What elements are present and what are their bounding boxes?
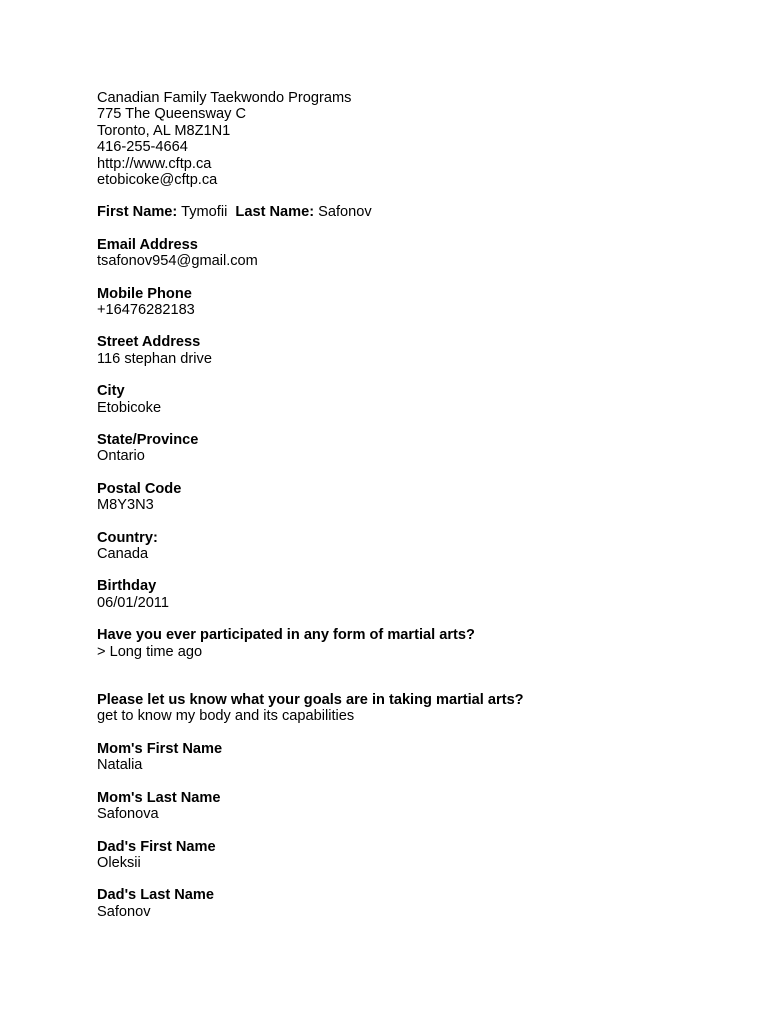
organization-name: Canadian Family Taekwondo Programs [97,90,352,106]
last-name-label: Last Name: [235,204,315,221]
organization-phone: 416-255-4664 [97,139,188,156]
name-row [97,204,717,220]
postal-label: Postal Code [97,480,182,497]
name-section [97,204,717,220]
street-section [97,334,717,367]
mom-last-name-section [97,790,717,823]
mom-last-name-label: Mom's Last Name [97,789,221,806]
dad-first-name-label: Dad's First Name [97,838,216,855]
dad-last-name-label: Dad's Last Name [97,887,215,904]
mobile-section [97,286,717,319]
last-name-value: Safonov [318,204,372,221]
mobile-value: +16476282183 [97,301,195,318]
birthday-value: 06/01/2011 [97,594,169,611]
mobile-label: Mobile Phone [97,285,192,302]
state-label: State/Province [97,432,199,448]
organization-header [97,90,717,188]
first-name-label: First Name: [97,204,178,221]
dad-last-name-value: Safonov [97,903,151,920]
email-label: Email Address [97,236,198,253]
dad-first-name-value: Oleksii [97,854,141,871]
postal-section [97,481,717,514]
mom-first-name-label: Mom's First Name [97,740,223,757]
email-section [97,237,717,270]
first-name-value: Tymofii [181,204,228,221]
country-section [97,530,717,563]
mom-first-name-value: Natalia [97,757,143,774]
martial-arts-experience-label: Have you ever participated in any form of martial arts? [97,627,475,644]
city-label: City [97,383,125,400]
country-label: Country: [97,529,158,546]
city-section [97,383,717,416]
birthday-section [97,578,717,611]
martial-arts-experience-section [97,627,717,660]
dad-first-name-section [97,839,717,872]
dad-last-name-section [97,887,717,920]
organization-street: 775 The Queensway C [97,106,247,123]
mom-first-name-section [97,741,717,774]
city-value: Etobicoke [97,399,162,416]
postal-value: M8Y3N3 [97,497,154,514]
email-value: tsafonov954@gmail.com [97,253,258,270]
organization-email: etobicoke@cftp.ca [97,171,218,188]
state-section [97,432,717,465]
martial-arts-experience-value: > Long time ago [97,643,203,660]
goals-label: Please let us know what your goals are in taking martial arts? [97,692,524,709]
goals-section [97,692,717,725]
street-label: Street Address [97,334,201,351]
country-value: Canada [97,546,149,563]
registration-document [97,90,717,920]
state-value: Ontario [97,448,145,465]
street-value: 116 stephan drive [97,350,212,367]
birthday-label: Birthday [97,578,157,595]
organization-website: http://www.cftp.ca [97,155,212,172]
organization-city-line: Toronto, AL M8Z1N1 [97,122,231,139]
mom-last-name-value: Safonova [97,806,159,823]
goals-value: get to know my body and its capabilities [97,708,355,725]
